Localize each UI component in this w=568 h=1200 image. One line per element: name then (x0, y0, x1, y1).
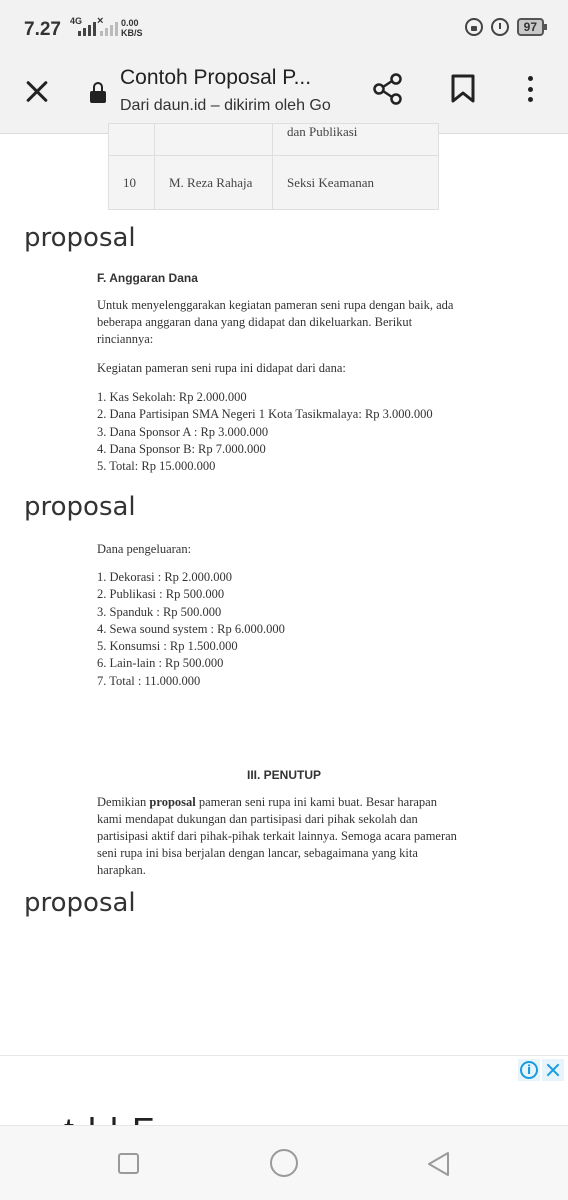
share-icon[interactable] (371, 72, 405, 106)
battery-level: 97 (523, 20, 537, 34)
battery-icon (517, 18, 544, 36)
image-caption: proposal (24, 888, 136, 918)
expense-heading: Dana pengeluaran: (97, 542, 192, 556)
closing-text-rest: pameran seni rupa ini kami buat. Besar harapan kami mendapat dukungan dan partisipasi dari pihak sekolah dan partisipasi aktif dari pihak-pihak terkait lainnya. Semoga acara pameran seni rupa ini bisa berjalan dengan lancar, sebagaimana yang kita harapkan. (97, 795, 457, 877)
alarm-icon (491, 18, 509, 36)
list-item: 2. Dana Partisipan SMA Negeri 1 Kota Tasikmalaya: Rp 3.000.000 (97, 407, 433, 422)
list-item: 7. Total : 11.000.000 (97, 673, 201, 688)
budget-intro: Untuk menyelenggarakan kegiatan pameran seni rupa dengan baik, ada beberapa anggaran dana yang didapat dan dikeluarkan. Berikut rinciannya: (97, 298, 454, 346)
table-cell (155, 124, 273, 156)
expense-list (97, 569, 285, 690)
income-list (97, 389, 433, 475)
closing-paragraph (97, 794, 457, 879)
list-item: 5. Total: Rp 15.000.000 (97, 459, 216, 474)
ad-info-icon[interactable]: i (518, 1059, 540, 1081)
page-title[interactable]: Contoh Proposal P... (120, 66, 312, 89)
image-caption: proposal (24, 223, 136, 253)
list-item: 5. Konsumsi : Rp 1.500.000 (97, 639, 238, 654)
home-icon[interactable] (270, 1149, 298, 1177)
signal-icon-2 (100, 20, 118, 36)
member-name: M. Reza Rahaja (155, 156, 273, 210)
close-icon[interactable] (22, 76, 54, 108)
network-speed (121, 18, 143, 38)
closing-heading: III. PENUTUP (246, 768, 321, 782)
list-item: 4. Dana Sponsor B: Rp 7.000.000 (97, 441, 266, 456)
closing-text: Demikian (97, 795, 150, 809)
status-time: 7.27 (24, 19, 61, 40)
speed-unit: KB/S (121, 28, 143, 38)
section-heading: F. Anggaran Dana (97, 271, 198, 285)
closing-keyword: proposal (149, 795, 196, 809)
income-intro: Kegiatan pameran seni rupa ini didapat dari dana: (97, 361, 346, 375)
more-vert-icon[interactable] (520, 74, 540, 104)
lock-icon[interactable] (90, 82, 106, 104)
status-bar (0, 0, 568, 58)
row-number: 10 (109, 156, 155, 210)
speed-value: 0.00 (121, 18, 139, 28)
list-item: 3. Dana Sponsor A : Rp 3.000.000 (97, 424, 269, 439)
system-nav-bar (0, 1125, 568, 1200)
ad-close-icon[interactable] (542, 1059, 564, 1081)
list-item: 4. Sewa sound system : Rp 6.000.000 (97, 621, 285, 636)
bookmark-icon[interactable] (450, 74, 476, 104)
list-item: 2. Publikasi : Rp 500.000 (97, 587, 225, 602)
lock-status-icon (465, 18, 483, 36)
image-caption: proposal (24, 492, 136, 522)
ad-banner[interactable] (0, 1055, 568, 1125)
member-role: Seksi Keamanan (273, 156, 439, 210)
page-source[interactable]: Dari daun.id – dikirim oleh Go (120, 97, 331, 114)
list-item: 1. Dekorasi : Rp 2.000.000 (97, 570, 233, 584)
signal-icon (78, 20, 96, 36)
table-cell (109, 124, 155, 156)
table-cell: dan Publikasi (273, 124, 439, 156)
page-content (0, 124, 568, 1055)
list-item: 6. Lain-lain : Rp 500.000 (97, 656, 224, 671)
list-item: 3. Spanduk : Rp 500.000 (97, 604, 222, 619)
recents-icon[interactable] (118, 1153, 139, 1174)
list-item: 1. Kas Sekolah: Rp 2.000.000 (97, 390, 247, 404)
sim2-no-signal-icon: × (97, 15, 104, 27)
committee-table (108, 123, 439, 210)
network-type: 4G (70, 16, 83, 26)
back-icon[interactable] (425, 1150, 453, 1178)
table-row (109, 124, 439, 156)
table-row (109, 156, 439, 210)
